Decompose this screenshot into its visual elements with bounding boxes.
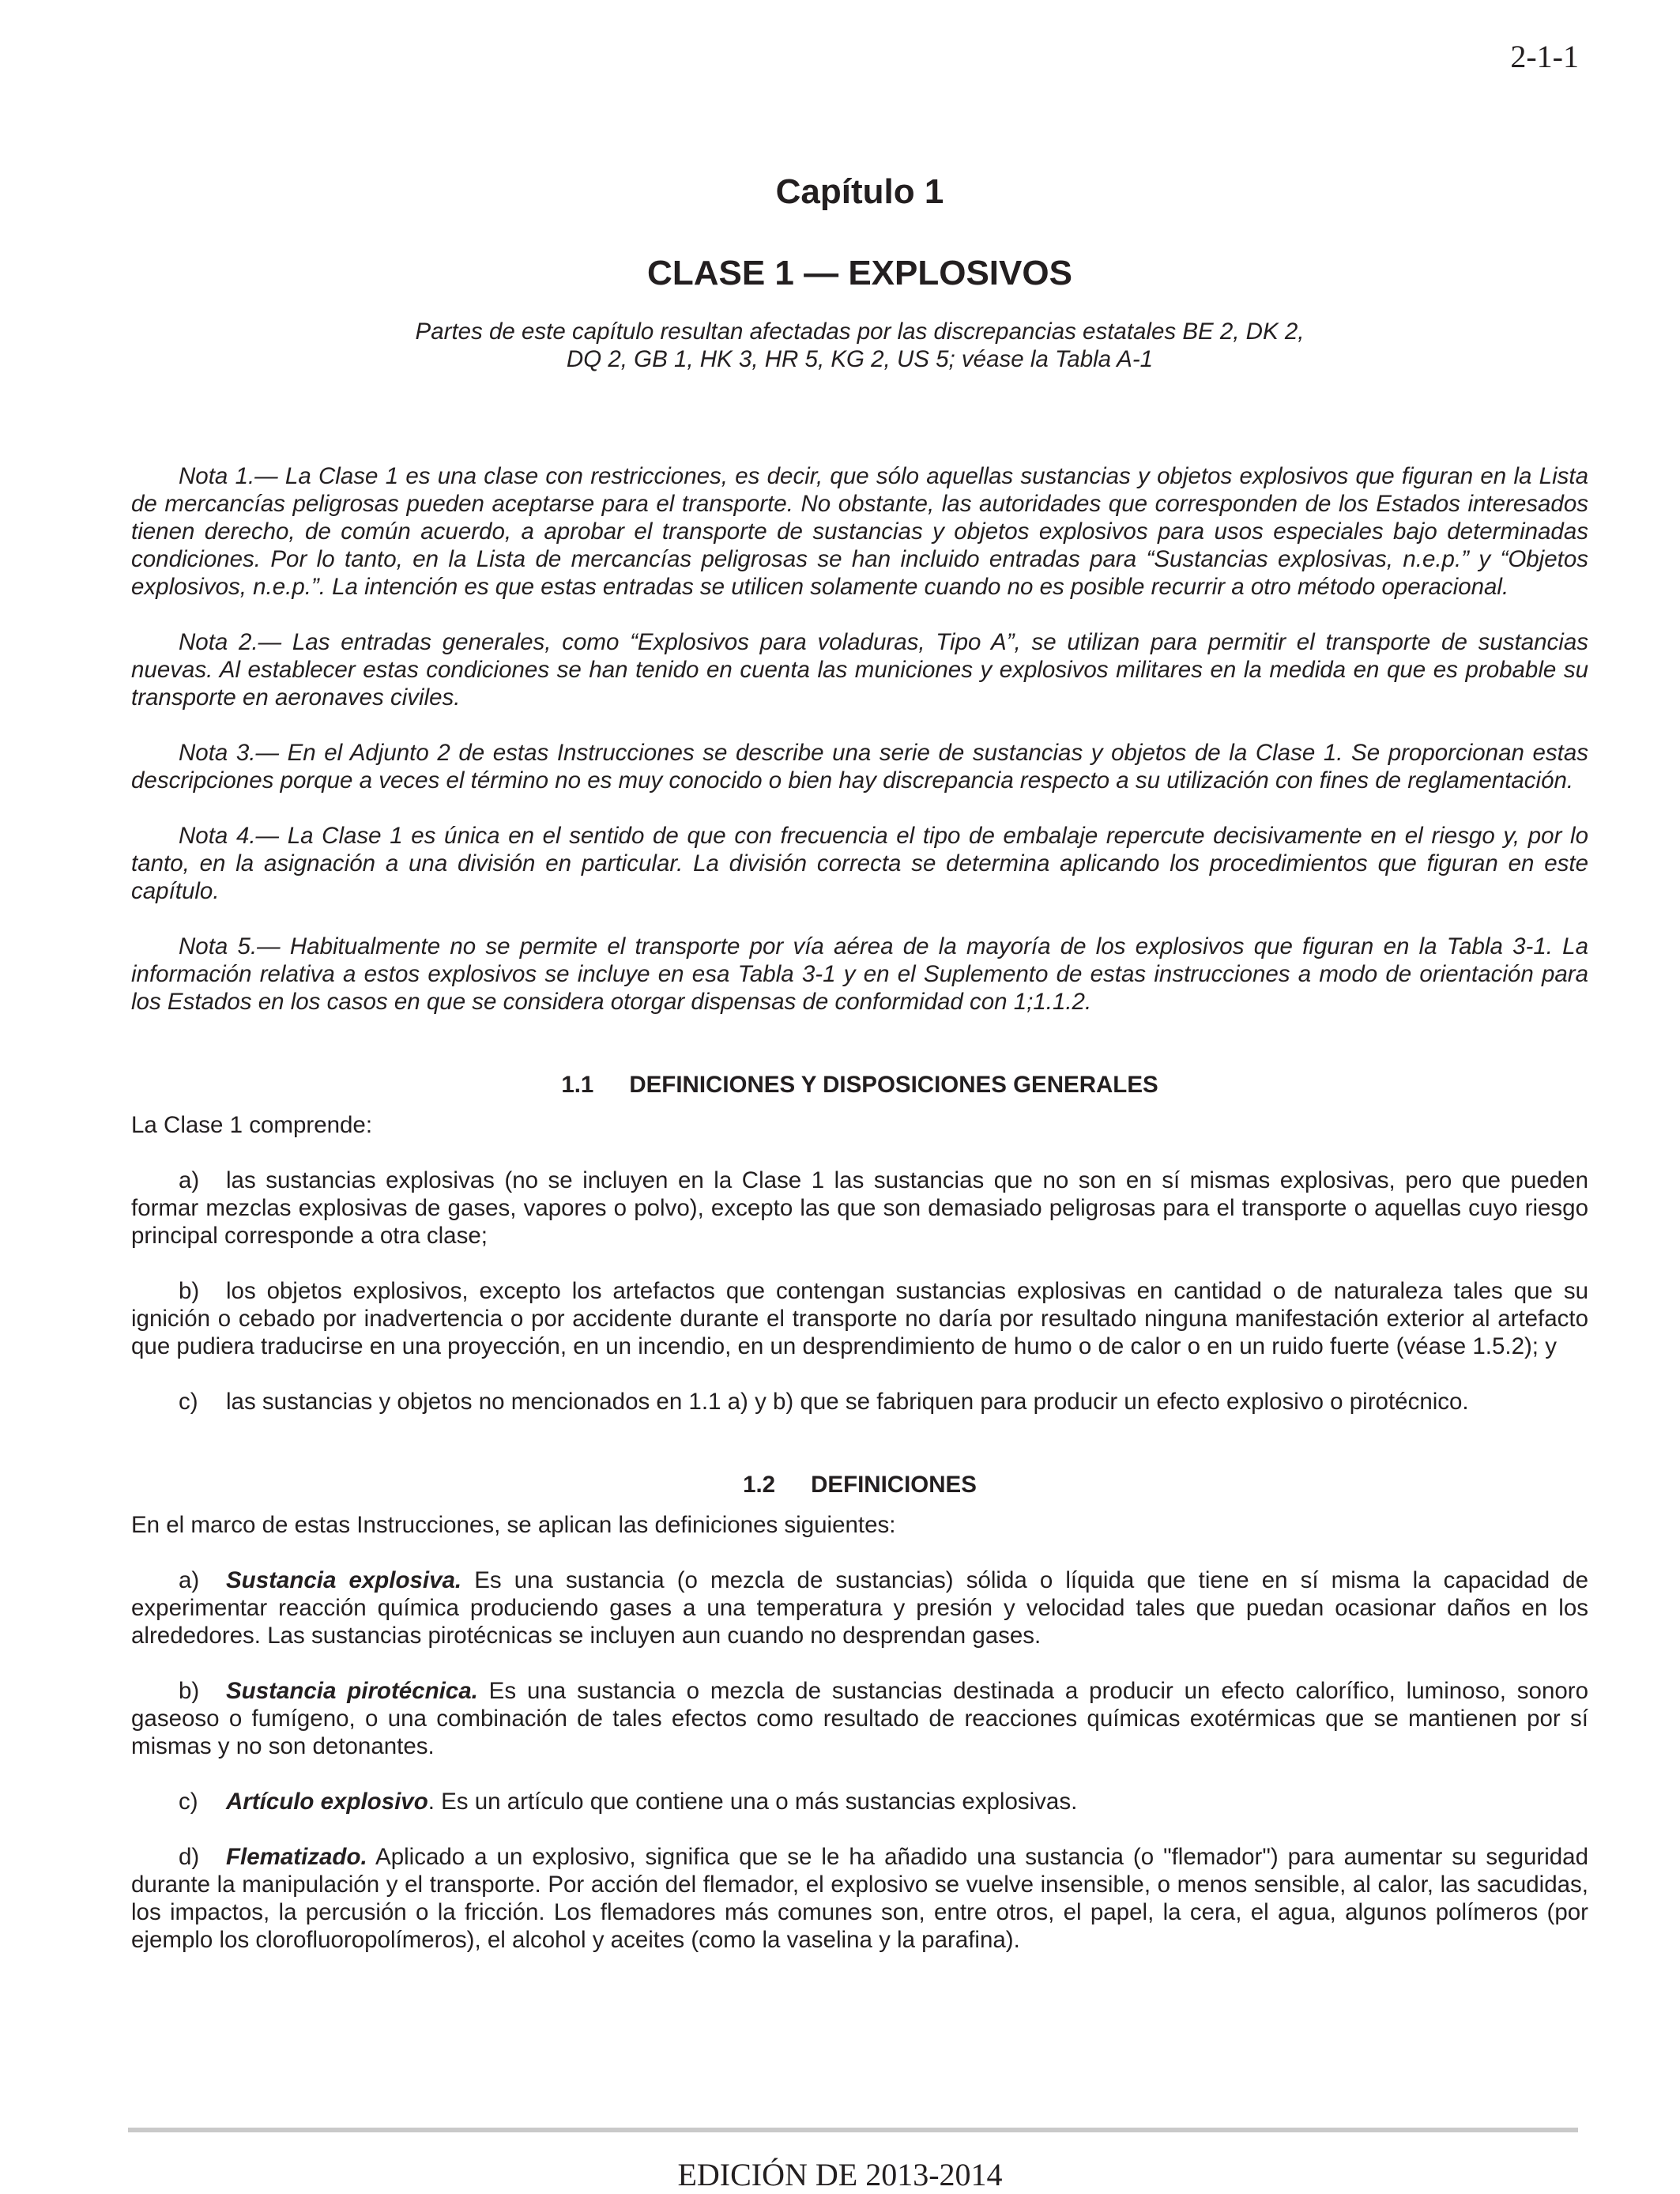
section-heading-1-1 bbox=[131, 1071, 1588, 1099]
note-3: Nota 3.— En el Adjunto 2 de estas Instrucciones se describe una serie de sustancias y objetos de la Clase 1. Se proporcionan estas descripciones porque a veces el término no es muy conocido o bien hay discrepancia respecto a su utilización con fines de reglamentación. bbox=[131, 740, 1588, 794]
item-label: b) bbox=[179, 1678, 200, 1704]
definition-term: Artículo explosivo bbox=[226, 1789, 428, 1815]
definition-term: Flematizado. bbox=[226, 1844, 367, 1870]
page-number: 2-1-1 bbox=[1510, 39, 1579, 74]
footer-divider bbox=[128, 2128, 1578, 2132]
section-number: 1.1 bbox=[561, 1072, 594, 1098]
note-2: Nota 2.— Las entradas generales, como “Explosivos para voladuras, Tipo A”, se utilizan para permitir el transporte de sustancias nuevas. Al establecer estas condiciones se han tenido en cuenta las municiones y explosivos militares en la medida en que es probable su transporte en aeronaves civiles. bbox=[131, 629, 1588, 711]
section-intro: La Clase 1 comprende: bbox=[131, 1112, 373, 1138]
item-label: a) bbox=[179, 1167, 200, 1193]
item-label: a) bbox=[179, 1567, 200, 1593]
definition-item bbox=[131, 1677, 1588, 1760]
section-title: DEFINICIONES bbox=[811, 1472, 977, 1498]
definition-term: Sustancia explosiva. bbox=[226, 1567, 462, 1593]
list-item bbox=[131, 1277, 1588, 1360]
notes-block bbox=[131, 462, 1588, 1016]
section-intro: En el marco de estas Instrucciones, se aplican las definiciones siguientes: bbox=[131, 1512, 896, 1538]
definition-item bbox=[131, 1566, 1588, 1649]
item-label: c) bbox=[179, 1389, 198, 1415]
definition-text: Es una sustancia o mezcla de sustancias destinada a producir un efecto calorífico, luminoso, sonoro gaseoso o fumígeno, o una combinación de tales efectos como resultado de reacciones químicas exotérmicas que se mantienen por sí mismas y no son detonantes. bbox=[131, 1678, 1588, 1759]
chapter-title: Capítulo 1 bbox=[775, 172, 944, 211]
item-label: b) bbox=[179, 1278, 200, 1304]
note-4: Nota 4.— La Clase 1 es única en el sentido de que con frecuencia el tipo de embalaje repercute decisivamente en el riesgo y, por lo tanto, en la asignación a una división en particular. La división correcta se determina aplicando los procedimientos que figuran en este capítulo. bbox=[131, 823, 1588, 904]
item-text: las sustancias explosivas (no se incluyen en la Clase 1 las sustancias que no son en sí mismas explosivas, pero que pueden formar mezclas explosivas de gases, vapores o polvo), excepto las que son demasiado peligrosas para el transporte o aquellas cuyo riesgo principal corresponde a otra clase; bbox=[131, 1167, 1588, 1249]
note-1: Nota 1.— La Clase 1 es una clase con restricciones, es decir, que sólo aquellas sustancias y objetos explosivos que figuran en la Lista de mercancías peligrosas pueden aceptarse para el transporte. No obstante, las autoridades que corresponden de los Estados interesados tienen derecho, de común acuerdo, a aprobar el transporte de sustancias y objetos explosivos para usos especiales bajo determinadas condiciones. Por lo tanto, en la Lista de mercancías peligrosas se han incluido entradas para “Sustancias explosivas, n.e.p.” y “Objetos explosivos, n.e.p.”. La intención es que estas entradas se utilicen solamente cuando no es posible recurrir a otro método operacional. bbox=[131, 463, 1588, 600]
note-5: Nota 5.— Habitualmente no se permite el transporte por vía aérea de la mayoría de los explosivos que figuran en la Tabla 3-1. La información relativa a estos explosivos se incluye en esa Tabla 3-1 y en el Suplemento de estas instrucciones a modo de orientación para los Estados en los casos en que se considera otorgar dispensas de conformidad con 1;1.1.2. bbox=[131, 933, 1588, 1015]
page-content bbox=[131, 162, 1588, 1981]
item-label: d) bbox=[179, 1844, 200, 1870]
item-text: los objetos explosivos, excepto los artefactos que contengan sustancias explosivas en cantidad o de naturaleza tales que su ignición o cebado por inadvertencia o por accidente durante el transporte no daría por resultado ninguna manifestación exterior al artefacto que pudiera traducirse en una proyección, en un incendio, en un desprendimiento de humo o de calor o en un ruido fuerte (véase 1.5.2); y bbox=[131, 1278, 1588, 1359]
edition-footer: EDICIÓN DE 2013-2014 bbox=[677, 2157, 1003, 2192]
list-item bbox=[131, 1167, 1588, 1250]
definition-term: Sustancia pirotécnica. bbox=[226, 1678, 478, 1704]
section-title: DEFINICIONES Y DISPOSICIONES GENERALES bbox=[629, 1072, 1158, 1098]
class-title: CLASE 1 — EXPLOSIVOS bbox=[647, 254, 1072, 292]
item-label: c) bbox=[179, 1789, 198, 1815]
definition-item bbox=[131, 1788, 1588, 1815]
list-item bbox=[131, 1388, 1588, 1416]
definition-text: . Es un artículo que contiene una o más sustancias explosivas. bbox=[428, 1789, 1078, 1815]
section-number: 1.2 bbox=[743, 1472, 776, 1498]
definition-text: Es una sustancia (o mezcla de sustancias) sólida o líquida que tiene en sí misma la capacidad de experimentar reacción química produciendo gases a una temperatura y presión y velocidad tales que puedan ocasionar daños en los alrededores. Las sustancias pirotécnicas se incluyen aun cuando no desprendan gases. bbox=[131, 1567, 1588, 1649]
state-discrepancies-note: Partes de este capítulo resultan afectadas por las discrepancias estatales BE 2, DK 2, DQ 2, GB 1, HK 3, HR 5, KG 2, US 5; véase la Tabla A-1 bbox=[415, 319, 1305, 372]
definition-text: Aplicado a un explosivo, significa que se le ha añadido una sustancia (o "flemador") para aumentar su seguridad durante la manipulación y el transporte. Por acción del flemador, el explosivo se vuelve insensible, o menos sensible, al calor, las sacudidas, los impactos, la percusión o la fricción. Los flemadores más comunes son, entre otros, el papel, la cera, el agua, algunos polímeros (por ejemplo los clorofluoropolímeros), el alcohol y aceites (como la vaselina y la parafina). bbox=[131, 1844, 1588, 1953]
definition-item bbox=[131, 1843, 1588, 1954]
item-text: las sustancias y objetos no mencionados en 1.1 a) y b) que se fabriquen para producir un efecto explosivo o pirotécnico. bbox=[226, 1389, 1469, 1415]
section-heading-1-2 bbox=[131, 1471, 1588, 1498]
